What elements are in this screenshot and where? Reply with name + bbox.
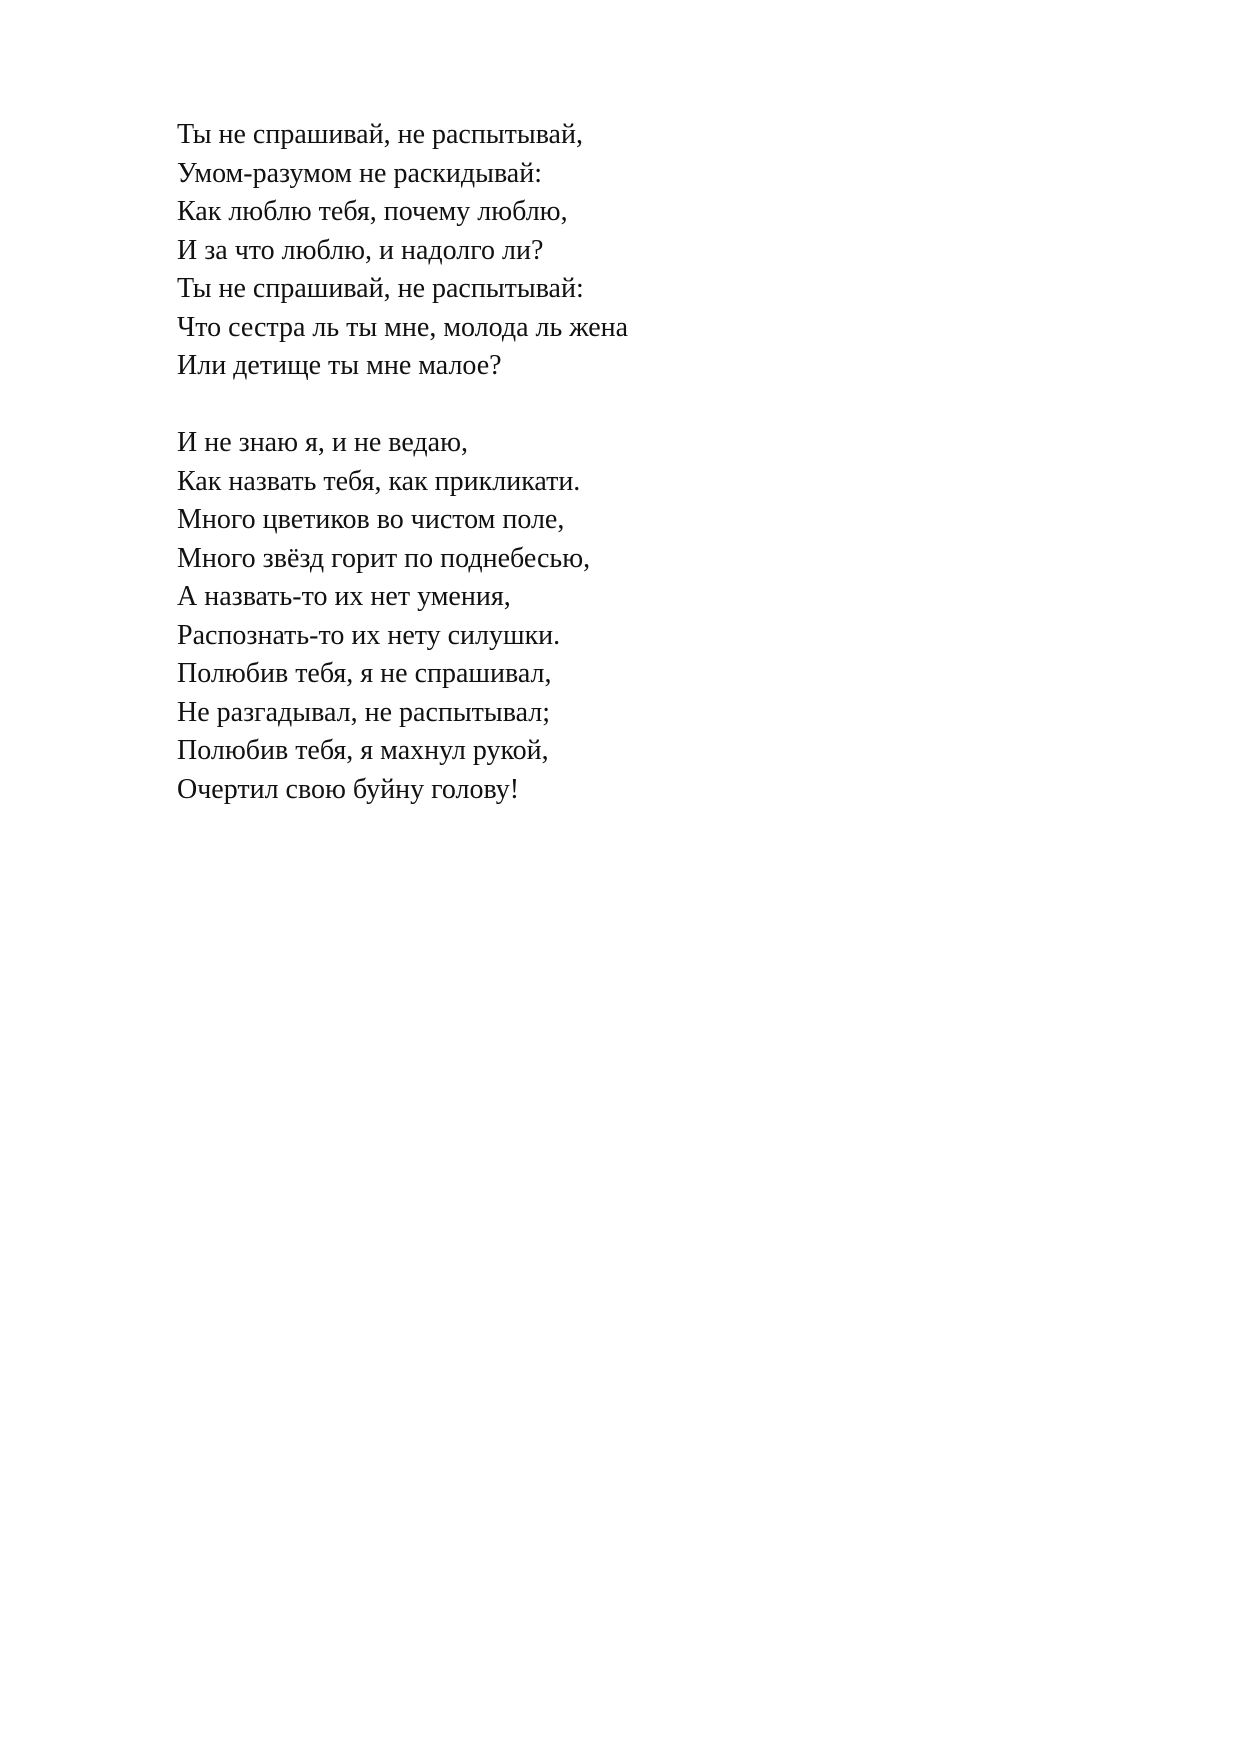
poem-line: Как назвать тебя, как прикликати. [177,465,581,497]
poem-body [177,116,1077,809]
poem-line: Ты не спрашивай, не распытывай: [177,273,584,304]
poem-line: И не знаю я, и не ведаю, [177,427,469,458]
poem-line: Полюбив тебя, я махнул рукой, [177,735,549,766]
poem-line: И за что люблю, и надолго ли? [177,234,544,266]
poem-line: Что сестра ль ты мне, молода ль жена [177,311,629,343]
poem-line: А назвать-то их нет умения, [177,581,511,612]
poem-line: Много звёзд горит по поднебесью, [177,542,591,574]
stanza-2 [177,424,1077,809]
poem-line: Распознать-то их нету силушки. [177,619,561,651]
poem-line: Много цветиков во чистом поле, [177,504,565,535]
stanza-1 [177,116,1077,386]
poem-line: Умом-разумом не раскидывай: [177,157,542,189]
poem-line: Полюбив тебя, я не спрашивал, [177,658,552,689]
poem-line: Или детище ты мне малое? [177,350,502,381]
poem-line: Ты не спрашивай, не распытывай, [177,119,583,150]
poem-line: Как люблю тебя, почему люблю, [177,196,568,227]
poem-line: Не разгадывал, не распытывал; [177,696,550,728]
poem-line: Очертил свою буйну голову! [177,773,520,805]
